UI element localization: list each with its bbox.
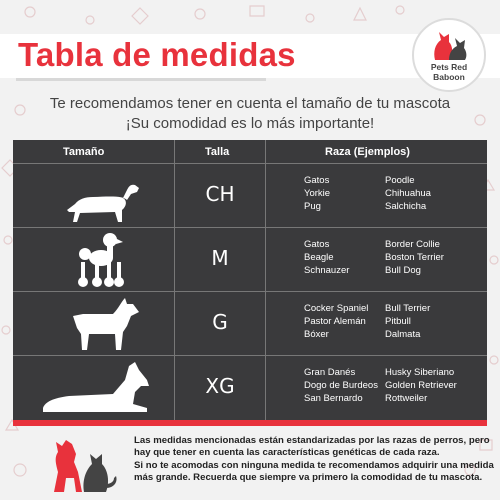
- dog-and-cat-icon: [48, 432, 122, 494]
- table-row: [13, 356, 487, 418]
- breed-label: Gatos: [304, 175, 330, 186]
- intro-line-1: Te recomendamos tener en cuenta el tamaño de tu mascota: [49, 95, 451, 112]
- poodle-icon: [23, 230, 173, 288]
- schnauzer-icon: [23, 294, 173, 352]
- breed-label: Boston Terrier: [385, 252, 444, 263]
- breed-label: Beagle: [304, 252, 334, 263]
- breed-label: Cocker Spaniel: [304, 303, 369, 314]
- great-dane-icon: [23, 358, 173, 416]
- header-talla: Talla: [205, 146, 230, 158]
- dog-cat-logo-icon: [427, 28, 471, 62]
- talla-code: G: [212, 310, 228, 334]
- table-row: [13, 228, 487, 290]
- breeds-column-b: [385, 174, 431, 213]
- title-underline: [16, 78, 266, 81]
- breed-label: Golden Retriever: [385, 380, 457, 391]
- footer-note: [134, 435, 496, 485]
- breeds-column-a: [304, 174, 330, 213]
- talla-code: CH: [205, 182, 235, 206]
- breed-label: Bóxer: [304, 329, 329, 340]
- table-row: [13, 164, 487, 226]
- breed-label: Husky Siberiano: [385, 367, 455, 378]
- breed-label: Poodle: [385, 175, 415, 186]
- breed-label: Salchicha: [385, 201, 427, 212]
- note-line: hay que tener en cuenta las características genéticas de cada raza.: [134, 447, 440, 459]
- dachshund-icon: [23, 166, 173, 224]
- breeds-column-b: [385, 238, 444, 277]
- breed-label: Gran Danés: [304, 367, 356, 378]
- table-row: [13, 292, 487, 354]
- breed-label: Chihuahua: [385, 188, 431, 199]
- header-size: Tamaño: [63, 146, 105, 158]
- breed-label: Bull Dog: [385, 265, 421, 276]
- note-line: Las medidas mencionadas están estandarizadas por las razas de perros, pero: [134, 435, 490, 446]
- breed-label: Dogo de Burdeos: [304, 380, 378, 391]
- breeds-column-b: [385, 366, 457, 405]
- breed-label: Border Collie: [385, 239, 440, 250]
- breed-label: San Bernardo: [304, 393, 363, 404]
- logo-text-line2: Baboon: [433, 72, 465, 82]
- breed-label: Pitbull: [385, 316, 411, 327]
- logo-text-line1: Pets Red: [430, 62, 468, 72]
- table-accent-bar: [13, 420, 487, 426]
- breeds-column-a: [304, 302, 368, 341]
- talla-code: M: [211, 246, 229, 270]
- page-title: Tabla de medidas: [18, 36, 296, 73]
- breed-label: Dalmata: [385, 329, 421, 340]
- note-line: más grande. Recuerda que siempre va primero la comodidad de tu mascota.: [134, 472, 483, 484]
- size-table: [13, 140, 487, 420]
- brand-logo: [412, 18, 486, 92]
- note-line: Si no te acomodas con ninguna medida te recomendamos adquirir una medida: [134, 459, 494, 471]
- breeds-column-a: [304, 238, 349, 277]
- talla-code: XG: [205, 374, 235, 398]
- breed-label: Schnauzer: [304, 265, 350, 276]
- breeds-column-b: [385, 302, 430, 341]
- breed-label: Pug: [304, 201, 321, 212]
- header-raza: Raza (Ejemplos): [325, 146, 410, 158]
- breed-label: Yorkie: [304, 188, 331, 199]
- breed-label: Gatos: [304, 239, 330, 250]
- breed-label: Rottweiler: [385, 393, 428, 404]
- breeds-column-a: [304, 366, 378, 405]
- intro-line-2: ¡Su comodidad es lo más importante!: [125, 115, 375, 132]
- breed-label: Bull Terrier: [385, 303, 431, 314]
- breed-label: Pastor Alemán: [304, 316, 366, 327]
